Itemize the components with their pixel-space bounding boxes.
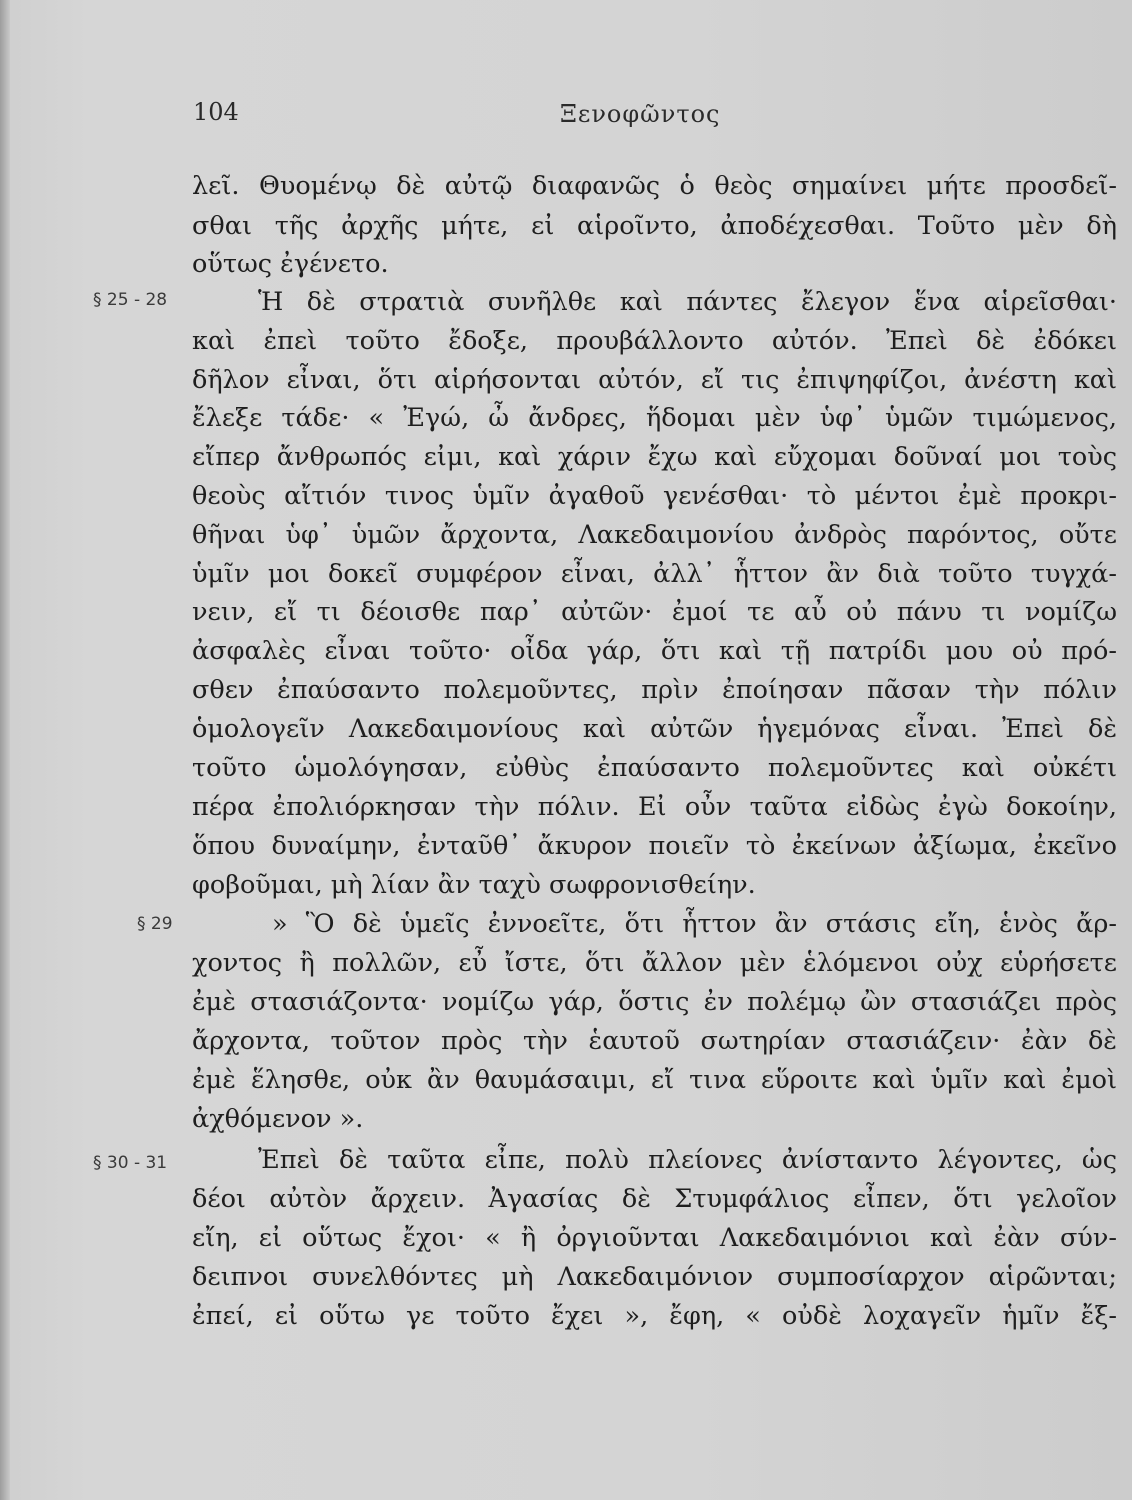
text-line: Ἡ δὲ στρατιὰ συνῆλθε καὶ πάντες ἔλεγον ἕνα αἱρεῖσθαι· [258,287,1117,317]
text-line: θῆναι ὑφ᾽ ὑμῶν ἄρχοντα, Λακεδαιμονίου ἀνδρὸς παρόντος, οὔτε [192,520,1117,550]
text-line: ὁμολογεῖν Λακεδαιμονίους καὶ αὐτῶν ἡγεμόνας εἶναι. Ἐπεὶ δὲ [192,714,1117,744]
text-line: σθεν ἐπαύσαντο πολεμοῦντες, πρὶν ἐποίησαν πᾶσαν τὴν πόλιν [192,675,1117,705]
text-line: δῆλον εἶναι, ὅτι αἱρήσονται αὐτόν, εἴ τις ἐπιψηφίζοι, ἀνέστη καὶ [192,365,1117,395]
text-line: ἐπεί, εἰ οὕτω γε τοῦτο ἔχει », ἔφη, « οὐδὲ λοχαγεῖν ἡμῖν ἔξ- [192,1301,1117,1331]
text-line: σθαι τῆς ἀρχῆς μήτε, εἰ αἱροῖντο, ἀποδέχεσθαι. Τοῦτο μὲν δὴ [192,211,1117,241]
text-line: νειν, εἴ τι δέοισθε παρ᾽ αὐτῶν· ἐμοί τε αὖ οὐ πάνυ τι νομίζω [192,597,1117,627]
text-line: ἀχθόμενον ». [192,1104,364,1134]
margin-note-section-29: § 29 [137,914,173,934]
text-line: ὑμῖν μοι δοκεῖ συμφέρον εἶναι, ἀλλ᾽ ἧττον ἂν διὰ τοῦτο τυγχά- [192,559,1117,589]
text-line: οὕτως ἐγένετο. [192,249,389,279]
text-line: λεῖ. Θυομένῳ δὲ αὐτῷ διαφανῶς ὁ θεὸς σημαίνει μήτε προσδεῖ- [192,171,1117,201]
text-line: δέοι αὐτὸν ἄρχειν. Ἀγασίας δὲ Στυμφάλιος εἶπεν, ὅτι γελοῖον [192,1184,1117,1214]
text-line: ἔλεξε τάδε· « Ἐγώ, ὦ ἄνδρες, ἥδομαι μὲν ὑφ᾽ ὑμῶν τιμώμενος, [192,403,1117,433]
text-line: φοβοῦμαι, μὴ λίαν ἂν ταχὺ σωφρονισθείην. [192,870,756,900]
text-line: τοῦτο ὡμολόγησαν, εὐθὺς ἐπαύσαντο πολεμοῦντες καὶ οὐκέτι [192,753,1117,783]
page-binding-edge [0,0,10,1500]
page-header [0,98,1132,138]
text-line: Ἐπεὶ δὲ ταῦτα εἶπε, πολὺ πλείονες ἀνίσταντο λέγοντες, ὡς [258,1145,1117,1175]
text-line: δειπνοι συνελθόντες μὴ Λακεδαιμόνιον συμποσίαρχον αἱρῶνται; [192,1262,1117,1292]
text-line: εἴη, εἰ οὕτως ἔχοι· « ἢ ὀργιοῦνται Λακεδαιμόνιοι καὶ ἐὰν σύν- [192,1223,1117,1253]
page-number: 104 [193,98,239,126]
margin-note-section-30-31: § 30 - 31 [93,1153,168,1173]
text-line: ὅπου δυναίμην, ἐνταῦθ᾽ ἄκυρον ποιεῖν τὸ ἐκείνων ἀξίωμα, ἐκεῖνο [192,831,1117,861]
text-line: χοντος ἢ πολλῶν, εὖ ἴστε, ὅτι ἄλλον μὲν ἑλόμενοι οὐχ εὑρήσετε [192,948,1117,978]
text-line: ἄρχοντα, τοῦτον πρὸς τὴν ἑαυτοῦ σωτηρίαν στασιάζειν· ἐὰν δὲ [192,1026,1117,1056]
running-title: Ξενοφῶντος [560,100,721,128]
text-line: καὶ ἐπεὶ τοῦτο ἔδοξε, προυβάλλοντο αὐτόν. Ἐπεὶ δὲ ἐδόκει [192,326,1117,356]
text-line: » Ὃ δὲ ὑμεῖς ἐννοεῖτε, ὅτι ἧττον ἂν στάσις εἴη, ἑνὸς ἄρ- [272,909,1117,939]
text-line: θεοὺς αἴτιόν τινος ὑμῖν ἀγαθοῦ γενέσθαι· τὸ μέντοι ἐμὲ προκρι- [192,481,1117,511]
text-line: ἐμὲ στασιάζοντα· νομίζω γάρ, ὅστις ἐν πολέμῳ ὢν στασιάζει πρὸς [192,987,1117,1017]
text-line: πέρα ἐπολιόρκησαν τὴν πόλιν. Εἰ οὖν ταῦτα εἰδὼς ἐγὼ δοκοίην, [192,792,1117,822]
text-line: ἀσφαλὲς εἶναι τοῦτο· οἶδα γάρ, ὅτι καὶ τῇ πατρίδι μου οὐ πρό- [192,636,1117,666]
text-line: ἐμὲ ἕλησθε, οὐκ ἂν θαυμάσαιμι, εἴ τινα εὕροιτε καὶ ὑμῖν καὶ ἐμοὶ [192,1065,1117,1095]
text-line: εἴπερ ἄνθρωπός εἰμι, καὶ χάριν ἔχω καὶ εὔχομαι δοῦναί μοι τοὺς [192,442,1117,472]
margin-note-section-25-28: § 25 - 28 [93,290,168,310]
